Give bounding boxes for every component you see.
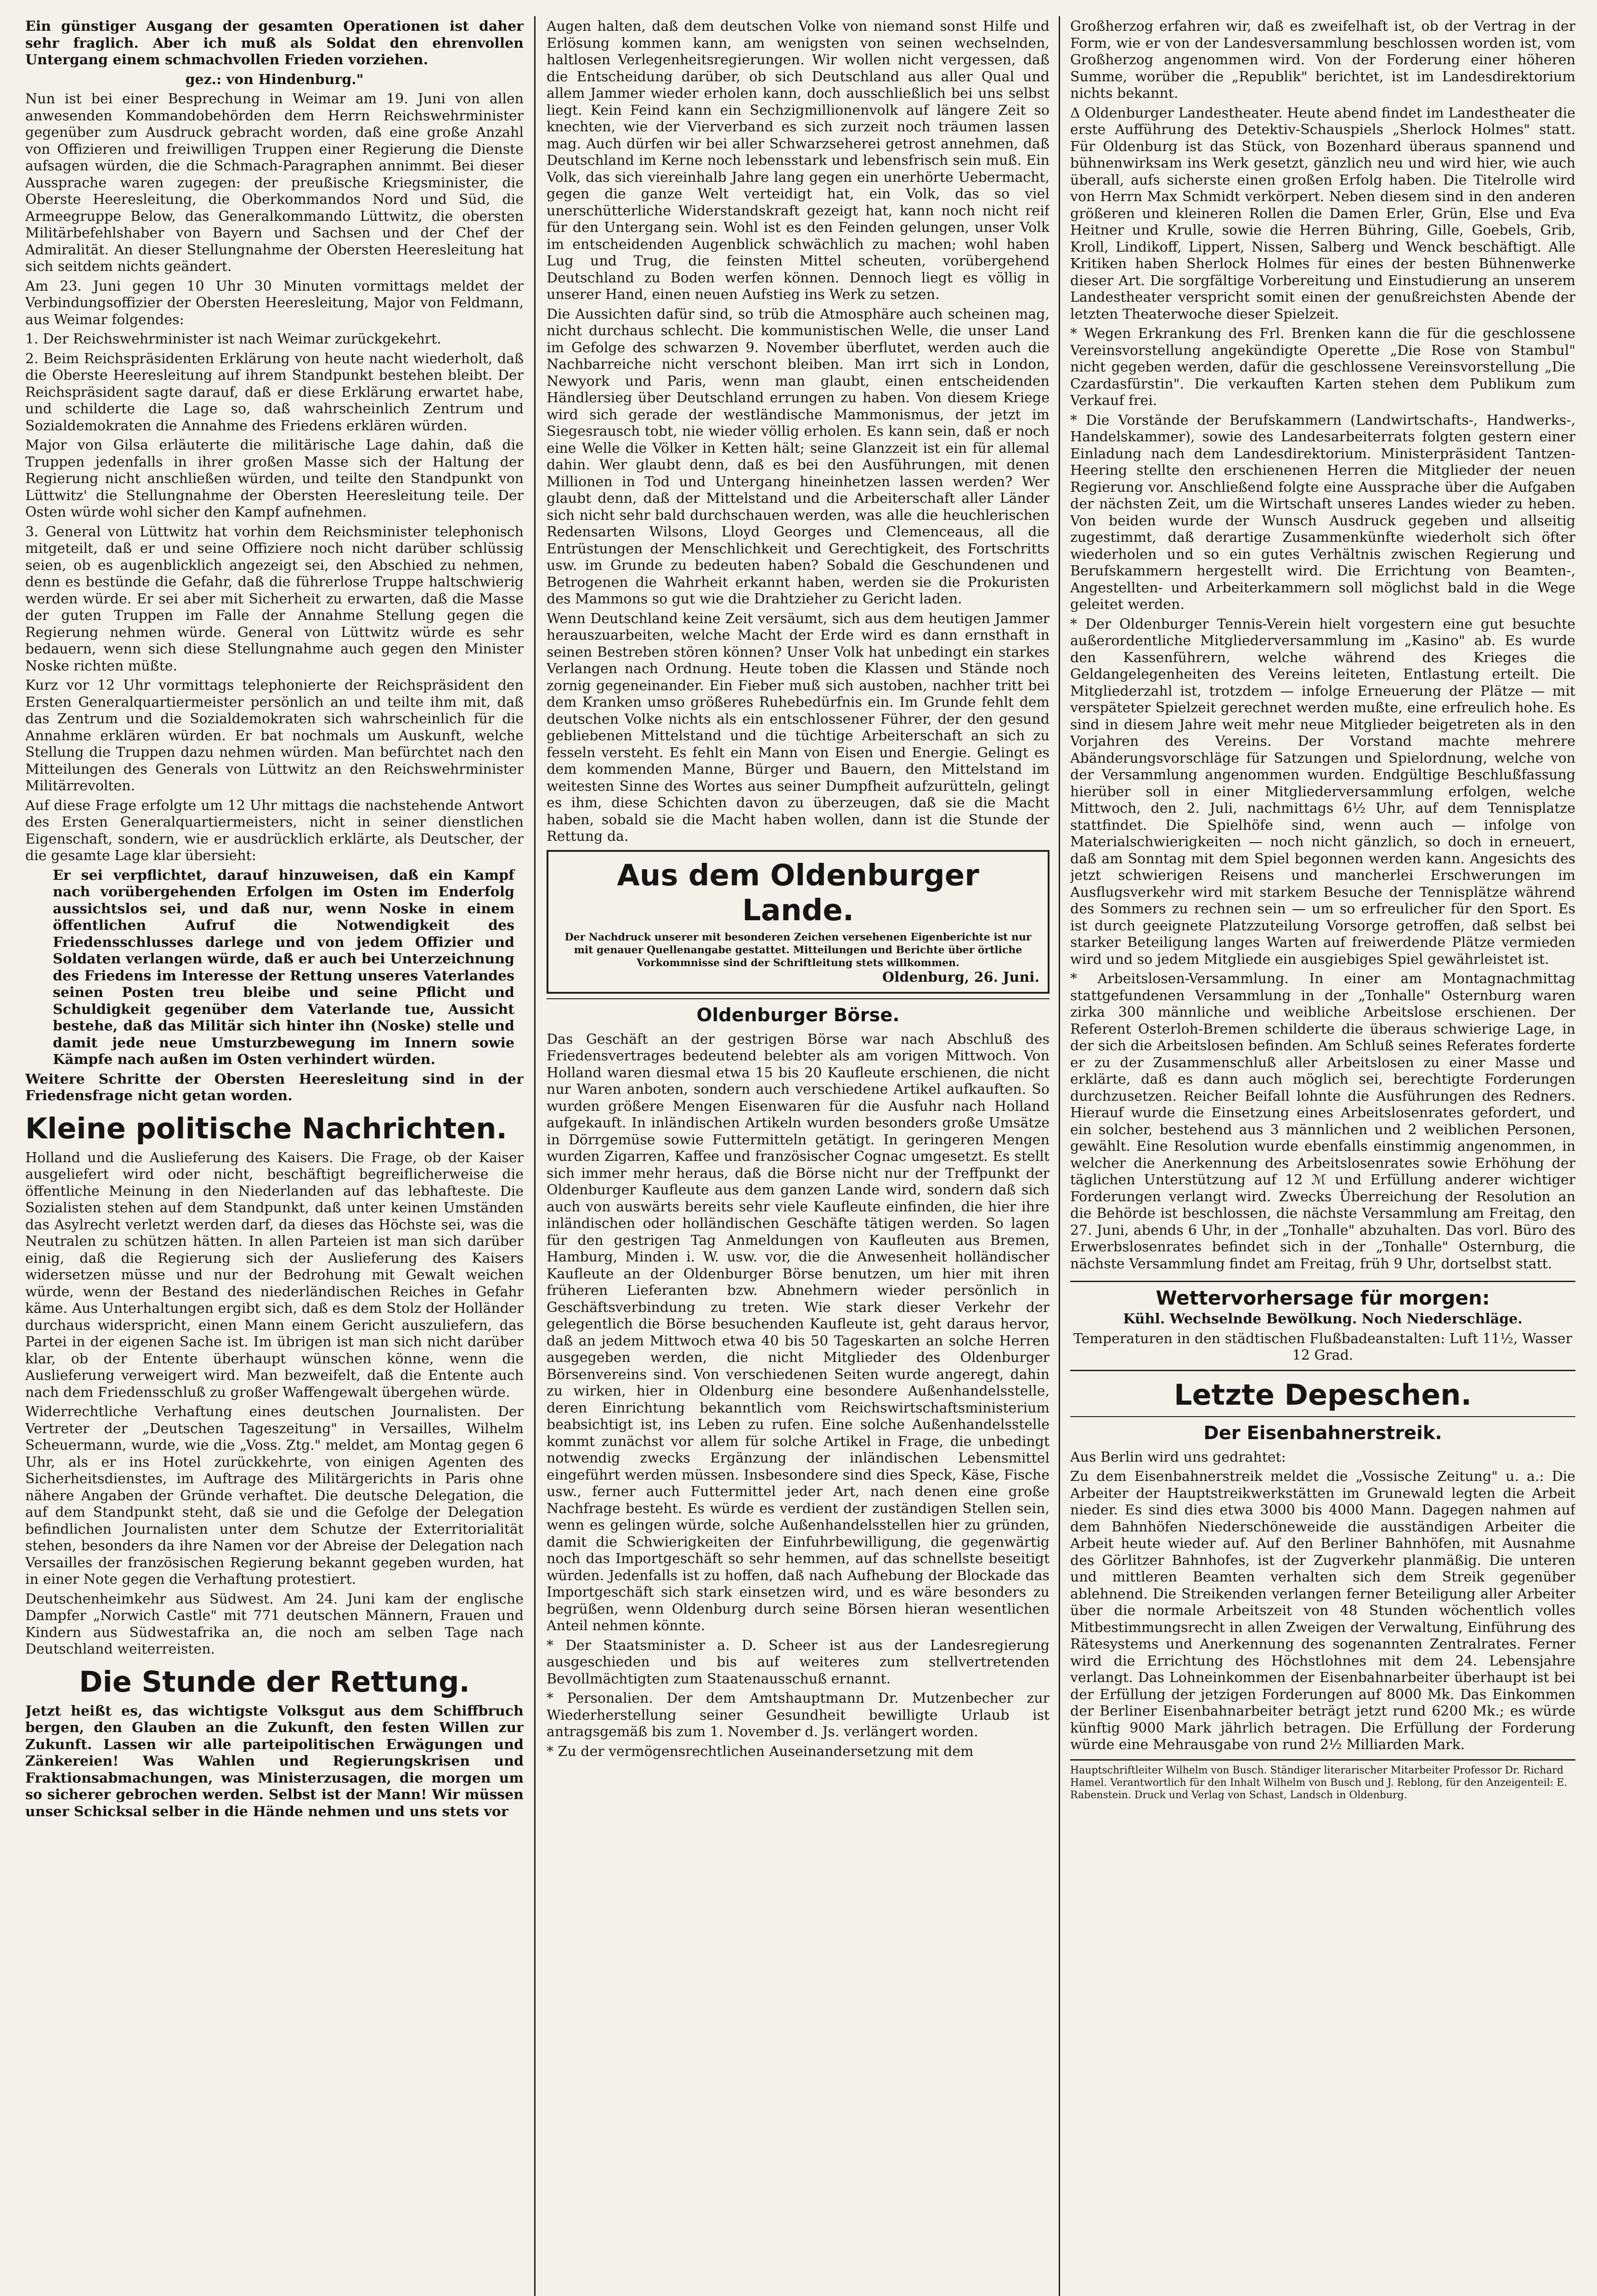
news-item: * Personalien. Der dem Amtshauptmann Dr. Mutzenbecher zur Wiederherstellung seiner Gesundheit bewilligte Urlaub ist antragsgemäß bis zum 1. November d. Js. verlängert worden. — [547, 1690, 1050, 1740]
reprint-note: Der Nachdruck unserer mit besonderen Zeichen versehenen Eigenberichte ist nur mit genauer Quellenangabe gestattet. Mitteilungen und Berichte über örtliche Vorkommnisse sind der Schriftleitung stets willkommen. — [564, 931, 1032, 969]
section-banner — [547, 850, 1050, 994]
section-headline: Letzte Depeschen. — [1174, 1378, 1472, 1412]
news-item: * Der Oldenburger Tennis-Verein hielt vorgestern eine gut besuchte außerordentliche Mitgliederversammlung im „Kasino" ab. Es wurde den Kassenführern, welche während des Krieges die Geldangelegenheiten des Vereins leiteten, Entlastung erteilt. Die Mitgliederzahl ist, trotzdem — infolge Erneuerung der Plätze — mit verspäteter Spielzeit gerechnet werden mußte, eine erfreulich hohe. Es sind in diesem Jahre weit mehr neue Mitglieder beigetreten als in den Vorjahren des Vereins. Der Vorstand machte mehrere Abänderungsvorschläge für Satzungen und Spielordnung, welche von der Versammlung angenommen wurden. Endgültige Beschlußfassung hierüber soll in einer Mitgliederversammlung erfolgen, welche Mittwoch, den 2. Juli, nachmittags 6½ Uhr, auf dem Tennisplatze stattfindet. Die Spielhöfe sind, wenn auch — infolge von Materialschwierigkeiten — noch nicht gänzlich, so doch in erneuert, daß am Sonntag mit dem Spiel begonnen werden kann. Angesichts des jetzt schwierigen Reisens und mancherlei Erschwerungen im Ausflugsverkehr wird mit starkem Besuche der Tennisplätze während des Sommers zu rechnen sein — um so erfreulicher für den Sport. Es ist durch geeignete Platzzuteilung Vorsorge getroffen, daß selbst bei starker Beteiligung langes Warten auf freiwerdende Plätze vermieden wird und so jedem Mitgliede ein ausgiebiges Spiel gewährleistet ist. — [1070, 616, 1575, 968]
news-item: Δ Oldenburger Landestheater. Heute abend findet im Landestheater die erste Aufführung des Detektiv-Schauspiels „Sherlock Holmes" statt. Für Oldenburg ist das Stück, von Bozenhard überaus spannend und bühnenwirksam ins Werk gesetzt, gänzlich neu und wird hier, wie auch überall, aufs sicherste einen großen Erfolg haben. Die Titelrolle wird von Herrn Max Schmidt verkörpert. Neben diesem sind in den anderen größeren und kleineren Rollen die Damen Erler, Grün, Else und Eva Heitner und Krulle, sowie die Herren Bühring, Gille, Goebels, Grib, Kroll, Lindikoff, Lippert, Nissen, Salberg und Wenck beschäftigt. Alle Kritiken haben Sherlock Holmes für eines der besten Bühnenwerke dieser Art. Die sorgfältige Vorbereitung und Einstudierung an unserem Landestheater verspricht somit einen der genußreichsten Abende der letzten Theaterwoche dieser Spielzeit. — [1070, 105, 1575, 322]
news-item: Holland und die Auslieferung des Kaisers. Die Frage, ob der Kaiser ausgeliefert wird oder nicht, beschäftigt begreiflicherweise die öffentliche Meinung in den Niederlanden auf das lebhafteste. Die Sozialisten stehen auf dem Standpunkt, daß unter keinen Umständen das Asylrecht verletzt werden darf, da dieses das Höchste sei, was die Neutralen zu schützen hätten. In allen Parteien ist man sich darüber einig, daß die Regierung sich der Auslieferung des Kaisers widersetzen müsse und nur der Bedrohung mit Gewalt weichen würde, wenn der Bestand des niederländischen Reiches in Gefahr käme. Aus Unterhaltungen ergibt sich, daß es dem Stolz der Holländer durchaus widerspricht, einen Mann einem Gericht auszuliefern, das Partei in der eigenen Sache ist. Im übrigen ist man sich nicht darüber klar, ob der Entente überhaupt wünschen könne, wenn die Auslieferung verweigert wird. Man bezweifelt, daß die Entente auch nach dem Friedensschluß zu großer Waffengewalt übergehen würde. — [25, 1149, 524, 1401]
signature: gez.: von Hindenburg." — [185, 71, 364, 88]
paragraph: Jetzt heißt es, das wichtigste Volksgut aus dem Schiffbruch bergen, den Glauben an die Zukunft, den festen Willen zur Zukunft. Lassen wir alle parteipolitischen Erwägungen und Zänkereien! Was Wahlen und Regierungskrisen und Fraktionsabmachungen, was Ministerzusagen, die morgen um so sicherer gebrochen werden. Selbst ist der Mann! Wir müssen unser Schicksal selber in die Hände nehmen und uns stets vor — [25, 1703, 524, 1820]
paragraph: Aus Berlin wird uns gedrahtet: — [1070, 1449, 1286, 1465]
column-middle — [547, 18, 1050, 2296]
paragraph: Zu dem Eisenbahnerstreik meldet die „Vossische Zeitung" u. a.: Die Arbeiter der Hauptstreikwerkstätten im Grunewald legten die Arbeit nieder. Es sind dies etwa 3000 bis 4000 Mann. Dagegen nahmen auf dem Bahnhöfen Niederschöneweide die ausständigen Arbeiter die Arbeit heute wieder auf. Auf den Berliner Bahnhöfen, mit Ausnahme des Görlitzer Bahnhofes, ist der Zugverkehr planmäßig. Die unteren und mittleren Beamten verhalten sich dem Streik gegenüber ablehnend. Die Streikenden verlangen ferner Beteiligung aller Arbeiter über die normale Arbeitszeit von 48 Stunden wöchentlich volles Mitbestimmungsrecht in allen Zweigen der Verwaltung, Einführung des Rätesystems und Anerkennung des sogenannten Zentralrates. Ferner wird die Errichtung des Höchstlohnes mit dem 24. Lebensjahre verlangt. Das Lohneinkommen der Eisenbahnarbeiter überhaupt ist bei der Erfüllung der jetzigen Forderungen auf 8000 Mk. Das Einkommen der Berliner Eisenbahnarbeiter beträgt jetzt rund 6200 Mk.; es würde künftig 9000 Mark jährlich betragen. Die Erfüllung der Forderung würde eine Mehrausgabe von rund 2½ Milliarden Mark. — [1070, 1469, 1575, 1753]
paragraph: Nun ist bei einer Besprechung in Weimar am 19. Juni von allen anwesenden Kommandobehörden dem Herrn Reichswehrminister gegenüber zum Ausdruck gebracht worden, daß eine große Anzahl von Offizieren und freiwilligen Truppen einer Regierung die Dienste aufsagen würden, die die Schmach-Paragraphen annimmt. Bei dieser Aussprache waren zugegen: der preußische Kriegsminister, die Oberste Heeresleitung, die Oberkommandos Nord und Süd, die Armeegruppe Below, das Generalkommando Lüttwitz, die obersten Militärbefehlshaber von Bayern und Sachsen und der Chef der Admiralität. An dieser Stellungnahme der Obersten Heeresleitung hat sich seitdem nichts geändert. — [25, 91, 524, 275]
paragraph: Ein günstiger Ausgang der gesamten Operationen ist daher sehr fraglich. Aber ich muß als Soldat den ehrenvollen Untergang einem schmachvollen Frieden vorziehen. — [25, 18, 524, 68]
paragraph: Das Geschäft an der gestrigen Börse war nach Abschluß des Friedensvertrages bedeutend belebter als am vorigen Mittwoch. Von Holland waren diesmal etwa 15 bis 20 Kaufleute erschienen, die nicht nur Waren anboten, sondern auch verschiedene Artikel aufkauften. So wurden größere Mengen Eisenwaren für die Ausfuhr nach Holland aufgekauft. In inländischen Artikeln wurden besonders große Umsätze in Dörrgemüse sowie Futtermitteln getätigt. In geringeren Mengen wurden Zigarren, Kaffee und französischer Cognac umgesetzt. Es stellt sich immer mehr heraus, daß die Börse nicht nur der Treffpunkt der Oldenburger Kaufleute aus dem ganzen Lande wird, sondern daß sich auch von auswärts bereits sehr viele Kaufleute einfinden, die hier ihre inländischen oder holländischen Geschäfte tätigen werden. So lagen für den gestrigen Tag Anmeldungen von Kaufleuten aus Bremen, Hamburg, Minden i. W. usw. vor, die die Anwesenheit holländischer Kaufleute an der Oldenburger Börse benutzen, um hier mit ihren früheren Lieferanten bzw. Abnehmern wieder persönlich in Geschäftsverbindung zu treten. Wie stark dieser Verkehr der gelegentlich die Börse besuchenden Kaufleute ist, geht daraus hervor, daß an jedem Mittwoch etwa 40 bis 50 Tageskarten an solche Herren ausgegeben werden, die nicht Mitglieder des Oldenburger Börsenvereins sind. Von verschiedenen Seiten wurde angeregt, dahin zu wirken, hier in Oldenburg eine besondere Außenhandelsstelle, deren Einrichtung bekanntlich vom Reichswirtschaftsministerium beabsichtigt ist, ins Leben zu rufen. Eine solche Außenhandelsstelle kommt zunächst vor allem für solche Artikel in Frage, die unbedingt notwendig zwecks Ergänzung der inländischen Lebensmittel eingeführt werden müssen. Insbesondere sind dies Speck, Käse, Fische usw., ferner auch Futtermittel jeder Art, nach denen eine große Nachfrage besteht. Es würde es verdient der zuständigen Stellen sein, wenn es gelingen würde, solche Außenhandelsstellen hier zu gründen, damit die Schwierigkeiten der Einfuhrbewilligung, die gegenwärtig noch das Importgeschäft so sehr hemmen, auf das schnellste beseitigt würden. Jedenfalls ist zu hoffen, daß nach Aufhebung der Blockade das Importgeschäft sich stark einsetzen wird, und es wäre besonders zu begrüßen, wenn Oldenburg durch seine Börsen hieran wesentlichen Anteil nehmen könnte. — [547, 1031, 1050, 1634]
paragraph: Augen halten, daß dem deutschen Volke von niemand sonst Hilfe und Erlösung kommen kann, am wenigsten von seinen wechselnden, haltlosen Verlegenheitsregierungen. Wir wollen nicht vergessen, daß die Entscheidung darüber, ob sich Deutschland aus aller Qual und allem Jammer wieder erholen kann, doch ausschließlich bei uns selbst liegt. Kein Feind kann ein Sechzigmillionenvolk auf längere Zeit so knechten, wie der Vierverband es sich zurzeit noch träumen lassen mag. Auch dürfen wir bei aller Schwarzseherei getrost annehmen, daß Deutschland im Kerne noch lebensstark und lebensfrisch sein muß. Ein Volk, das sich viereinhalb Jahre lang gegen ein unerhörte Uebermacht, gegen die ganze Welt verteidigt hat, ein Volk, das so viel unerschütterliche Widerstandskraft gezeigt hat, kann noch nicht reif für den Untergang sein. Wohl ist es den Feinden gelungen, unser Volk im entscheidenden Augenblick schwächlich zu machen; wohl haben Lug und Trug, die feinsten Mittel scheuten, vorübergehend Deutschland zu Boden werfen können. Dennoch liegt es völlig in unserer Hand, einen neuen Aufstieg ins Werk zu setzen. — [547, 18, 1050, 303]
quoted-statement: Er sei verpflichtet, darauf hinzuweisen, daß ein Kampf nach vorübergehenden Erfolgen im Osten im Enderfolg aussichtslos sei, und daß nur, wenn Noske in einem öffentlichen Aufruf die Notwendigkeit des Friedensschlusses darlege und von jedem Offizier und Soldaten verlangen würde, daß er auch bei Unterzeichnung des Friedens im Interesse der Rettung unseres Vaterlandes seinen Posten treu bleibe und seine Pflicht und Schuldigkeit gegenüber dem Vaterlande tue, Aussicht bestehe, daß das Militär sich hinter ihn (Noske) stelle und damit jede neue Umsturzbewegung im Innern sowie Kämpfe nach außen im Osten verhindert würden. — [53, 867, 514, 1068]
paragraph: Weitere Schritte der Obersten Heeresleitung sind in der Friedensfrage nicht getan worden. — [25, 1071, 524, 1104]
dateline: Oldenburg, 26. Juni. — [882, 969, 1039, 985]
paragraph: Am 23. Juni gegen 10 Uhr 30 Minuten vormittags meldet der Verbindungsoffizier der Obersten Heeresleitung, Major von Feldmann, aus Weimar folgendes: — [25, 278, 524, 328]
column-divider — [1059, 16, 1060, 2296]
news-item: * Arbeitslosen-Versammlung. In einer am Montagnachmittag stattgefundenen Versammlung in der „Tonhalle" Osternburg waren zirka 300 männliche und weibliche Arbeitslose erschienen. Der Referent Osterloh-Bremen schilderte die überaus schwierige Lage, in der sich die Arbeitslosen befinden. Am Schluß seines Referates forderte er zu der Zusammenschluß aller Arbeitslosen zu einer Masse und erklärte, daß es dann auch möglich sei, berechtigte Forderungen durchzusetzen. Reicher Beifall lohnte die Ausführungen des Redners. Hierauf wurde die Einsetzung eines Arbeitslosenrates gefordert, und ein solcher, bestehend aus 3 männlichen und 2 weiblichen Personen, gewählt. Eine Resolution wurde ebenfalls einstimmig angenommen, in welcher die Anerkennung des Arbeitslosenrates sowie Erhöhung der täglichen Unterstützung auf 12 ℳ und Erfüllung anderer wichtiger Forderungen verlangt wird. Zwecks Überreichung der Resolution an die Behörde ist beschlossen, die nächste Versammlung am Freitag, den 27. Juni, abends 6 Uhr, in der „Tonhalle" abzuhalten. Das vorl. Büro des Erwerbslosenrates befindet sich in der „Tonhalle" Osternburg, die nächste Versammlung findet am Freitag, früh 9 Uhr, dortselbst statt. — [1070, 971, 1575, 1272]
weather-forecast: Kühl. Wechselnde Bewölkung. Noch Niederschläge. — [1123, 1311, 1523, 1327]
paragraph: 2. Beim Reichspräsidenten Erklärung von heute nacht wiederholt, daß die Oberste Heeresleitung auf ihrem Standpunkt bestehen bleibt. Der Reichspräsident sagte darauf, daß er diese Erklärung erwartet habe, und schilderte die Lage so, daß wahrscheinlich Zentrum und Sozialdemokraten die Annahme des Friedens erklären würden. — [25, 350, 524, 434]
news-item: * Die Vorstände der Berufskammern (Landwirtschafts-, Handwerks-, Handelskammer), sowie des Landesarbeiterrats folgten gestern einer Einladung nach dem Landesdirektorium. Ministerpräsident Tantzen-Heering stellte den erschienenen Herren die Mitglieder der neuen Regierung vor. Anschließend folgte eine Aussprache über die Aufgaben der nächsten Zeit, um die Wirtschaft unseres Landes wieder zu heben. Von beiden wurde der Wunsch Ausdruck gegeben und allseitig zugestimmt, daß derartige Zusammenkünfte wiederholt sich öfter wiederholen und so ein gutes Verhältnis zwischen Regierung und Berufskammern hergestellt wird. Die Errichtung von Beamten-, Angestellten- und Arbeiterkammern soll möglichst bald in die Wege geleitet werden. — [1070, 412, 1575, 613]
section-headline: Kleine politische Nachrichten. — [25, 1111, 507, 1145]
subheading: Der Eisenbahnerstreik. — [1070, 1416, 1575, 1444]
subheading: Oldenburger Börse. — [547, 998, 1050, 1026]
news-item: * Zu der vermögensrechtlichen Auseinandersetzung mit dem — [547, 1743, 974, 1760]
section-title: Aus dem Oldenburger Lande. — [617, 858, 979, 928]
paragraph: Großherzog erfahren wir, daß es zweifelhaft ist, ob der Vertrag in der Form, wie er von der Landesversammlung beschlossen worden ist, vom Großherzog angenommen wird. Von der Forderung einer höheren Summe, worüber die „Republik" berichtet, ist im Landesdirektorium nichts bekannt. — [1070, 18, 1575, 101]
paragraph: Major von Gilsa erläuterte die militärische Lage dahin, daß die Truppen jedenfalls in ihrer großen Masse sich der Haltung der Regierung nicht anschließen würden, und teilte den Standpunkt von Lüttwitz' die Stellungnahme der Obersten Heeresleitung teile. Der Osten würde wohl sicher den Kampf aufnehmen. — [25, 437, 524, 520]
imprint: Hauptschriftleiter Wilhelm von Busch. Ständiger literarischer Mitarbeiter Professor Dr. Richard Hamel. Verantwortlich für den Inhalt Wilhelm von Busch und J. Reblong, für den Anzeigenteil: E. Rabenstein. Druck und Verlag von Schast, Landsch in Oldenburg. — [1070, 1759, 1575, 1801]
divider — [1070, 1370, 1575, 1371]
paragraph: Die Aussichten dafür sind, so trüb die Atmosphäre auch scheinen mag, nicht durchaus schlecht. Die kommunistischen Welle, die unser Land im Gefolge des schwarzen 9. November überflutet, werden auch die Nachbarreiche nicht verschont bleiben. Man irrt sich in London, Newyork und Paris, wenn man glaubt, einen entscheidenden Händlersieg über Deutschland errungen zu haben. Von diesem Kriege wird sich gerade der westländische Mammonismus, der jetzt im Siegesrausch tobt, nie wieder völlig erholen. Es kann sein, daß er noch eine Welle die Völker in Ketten hält; seine Glanzzeit ist ein für allemal dahin. Wer glaubt denn, daß es bei den Ausführungen, mit denen Millionen in Tod und Untergang hineinhetzen lassen werden? Wer glaubt denn, daß der Mittelstand und die Arbeiterschaft aller Länder sich nicht sehr bald durchschauen werden, was alle die heuchlerischen Redensarten Wilsons, Lloyd Georges und Clemenceaus, all die Entrüstungen der Menschlichkeit und Gerechtigkeit, des Fortschritts usw. im Grunde zu bedeuten haben? Sobald die Geschundenen und Betrogenen die Wahrheit erkannt haben, werden sie die Prokuristen des Mammons so gut wie die Drahtzieher zu Gericht laden. — [547, 306, 1050, 607]
news-item: * Wegen Erkrankung des Frl. Brenken kann die für die geschlossene Vereinsvorstellung angekündigte Operette „Die Rose von Stambul" nicht gegeben werden, dafür die geschlossene Vereinsvorstellung „Die Czardasfürstin". Die verkauften Karten stehen dem Publikum zum Verkauf frei. — [1070, 326, 1575, 409]
news-item: * Der Staatsminister a. D. Scheer ist aus der Landesregierung ausgeschieden und bis auf weiteres zum stellvertretenden Bevollmächtigten zum Staatenausschuß ernannt. — [547, 1637, 1050, 1687]
paragraph: Kurz vor 12 Uhr vormittags telephonierte der Reichspräsident den Ersten Generalquartiermeister persönlich an und teilte ihm mit, daß das Zentrum und die Sozialdemokraten sich wahrscheinlich für die Annahme erklären würden. Er bat nochmals um Auskunft, welche Stellung die Truppen dazu nehmen würden. Man befürchtet nach den Mitteilungen des Generals von Lüttwitz an den Reichswehrminister Militärrevolten. — [25, 677, 524, 794]
column-left — [25, 18, 524, 2296]
column-divider — [534, 16, 536, 2296]
column-right — [1070, 18, 1575, 2296]
water-temperature: Temperaturen in den städtischen Flußbadeanstalten: Luft 11½, Wasser 12 Grad. — [1073, 1330, 1572, 1363]
paragraph: 3. General von Lüttwitz hat vorhin dem Reichsminister telephonisch mitgeteilt, daß er und seine Offiziere noch nicht darüber schlüssig seien, ob es augenblicklich angezeigt sei, den Abschied zu nehmen, denn es bestünde die Gefahr, daß die führerlose Truppe haltschwierig werden würde. Er sei aber mit Sicherheit zu erwarten, daß die Masse der guten Truppen im Falle der Annahme Stellung gegen die Regierung nehmen würde. General von Lüttwitz würde es sehr bedauern, wenn sich diese Stellungnahme auch gegen den Minister Noske richten müßte. — [25, 523, 524, 674]
paragraph: Auf diese Frage erfolgte um 12 Uhr mittags die nachstehende Antwort des Ersten Generalquartiermeisters, nicht in seiner dienstlichen Eigenschaft, sondern, wie er ausdrücklich erklärte, als Deutscher, der die gesamte Lage klar übersieht: — [25, 797, 524, 864]
weather-heading: Wettervorhersage für morgen: — [1070, 1281, 1575, 1309]
article-headline: Die Stunde der Rettung. — [79, 1665, 470, 1699]
news-item: Widerrechtliche Verhaftung eines deutschen Journalisten. Der Vertreter der „Deutschen Tageszeitung" in Versailles, Wilhelm Scheuermann, wurde, wie die „Voss. Ztg." meldet, am Montag gegen 6 Uhr, als er ins Hotel zurückkehrte, von einigen Agenten des Sicherheitsdienstes, im Auftrage des Militärgerichts in Paris ohne nähere Angaben der Gründe verhaftet. Die deutsche Delegation, die auf dem Standpunkt steht, daß sie und die Gefolge der Delegation befindlichen Journalisten unter dem Schutze der Exterritorialität stehen, besonders da ihre Namen vor der Abreise der Delegation nach Versailles der französischen Regierung bekannt gegeben wurden, hat in einer Note gegen die Verhaftung protestiert. — [25, 1404, 524, 1587]
news-item: Deutschenheimkehr aus Südwest. Am 24. Juni kam der englische Dampfer „Norwich Castle" mit 771 deutschen Männern, Frauen und Kindern aus Südwestafrika an, die noch am selben Tage nach Deutschland weiterreisten. — [25, 1591, 524, 1657]
paragraph: 1. Der Reichswehrminister ist nach Weimar zurückgekehrt. — [25, 331, 441, 347]
paragraph: Wenn Deutschland keine Zeit versäumt, sich aus dem heutigen Jammer herauszuarbeiten, welche Macht der Erde wird es dann ernsthaft in seinen Bestreben stören können? Unser Volk hat unbedingt ein starkes Verlangen nach Ordnung. Heute toben die Klassen und Stände noch zornig gegeneinander. Ein Fieber muß sich austoben, nachher tritt bei dem Kranken umso größeres Ruhebedürfnis ein. Im Grunde fehlt dem deutschen Volke nichts als ein entschlossener Führer, der den gesund gebliebenen Mittelstand und die tüchtige Arbeiterschaft an sich zu fesseln versteht. Es fehlt ein Mann von Eisen und Energie. Gelingt es dem kommenden Manne, Bürger und Bauern, den Mittelstand im weitesten Sinne des Wortes aus seiner Dumpfheit aufzurütteln, gelingt es ihm, diese Schichten davon zu überzeugen, daß sie die Macht haben, sobald sie die Macht haben wollen, dann ist die Stunde der Rettung da. — [547, 610, 1050, 844]
